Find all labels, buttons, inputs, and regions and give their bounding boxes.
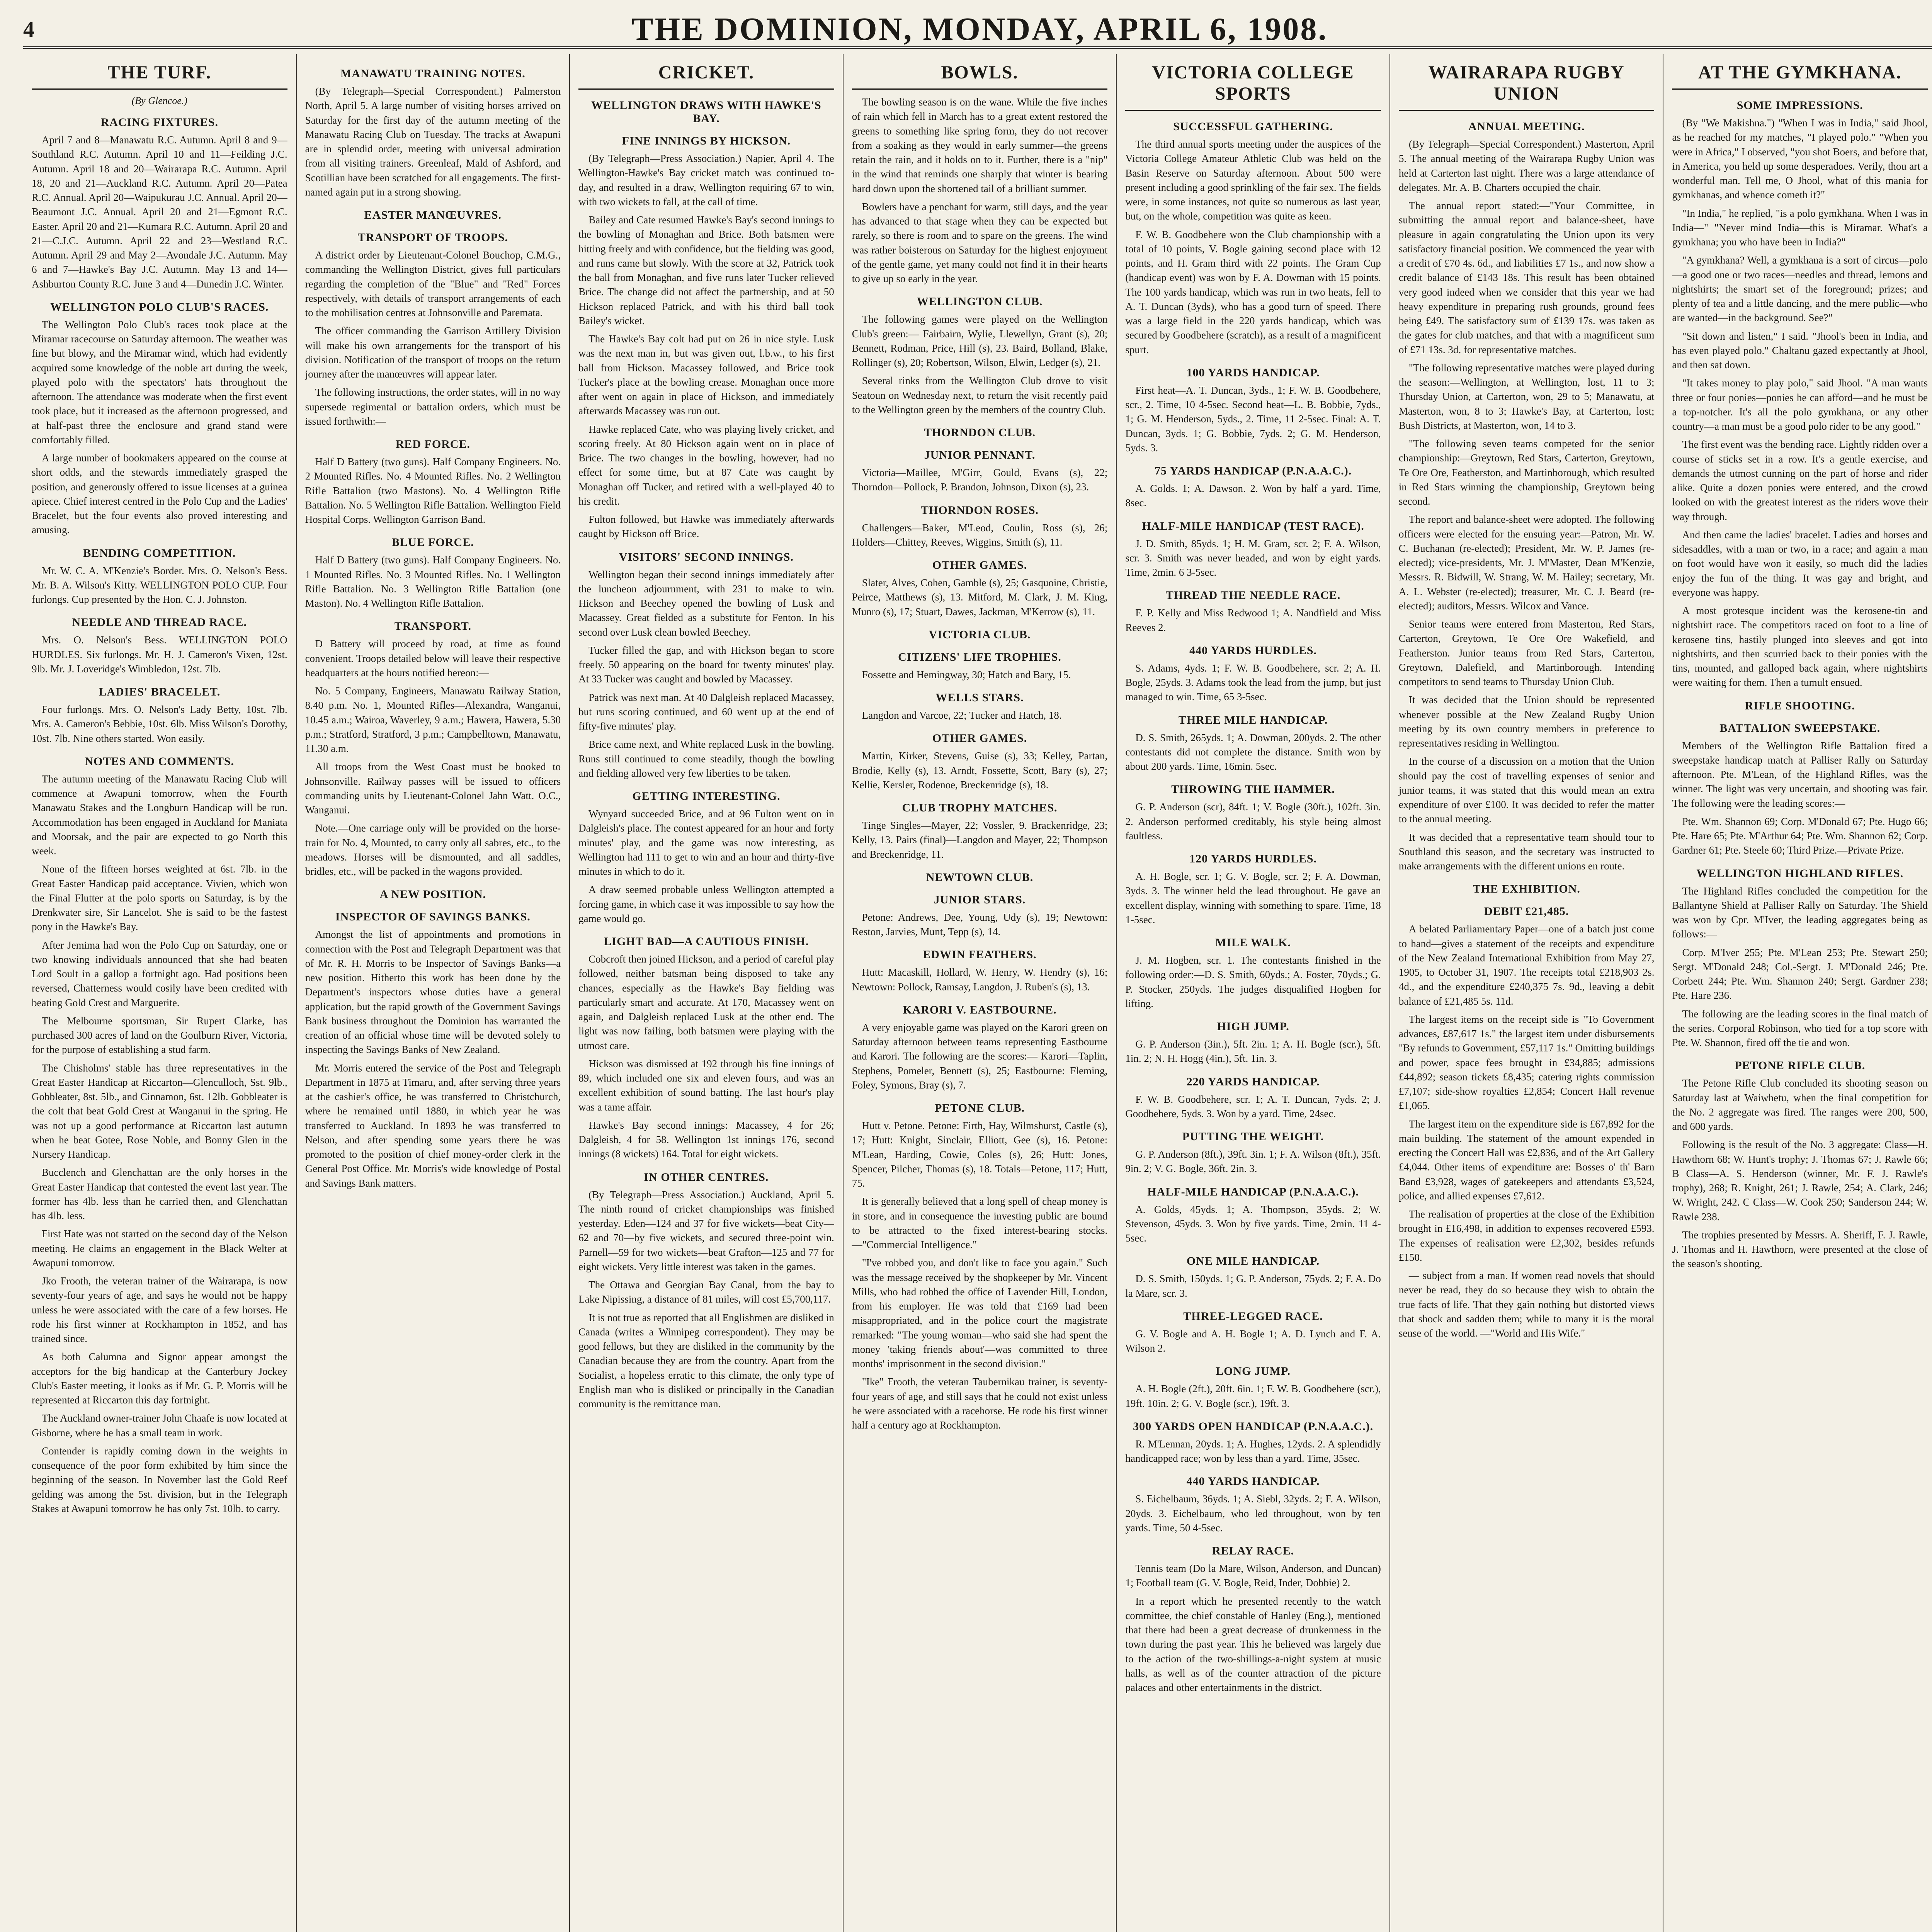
article-paragraph: Patrick was next man. At 40 Dalgleish replaced Macassey, but runs scoring continued, and 60 went up at the end of fifty-five minutes' play. <box>578 691 834 732</box>
article-paragraph: After Jemima had won the Polo Cup on Saturday, one or two knowing individuals announced that she had beaten Lord Soult in a gallop a fortnight ago. Had positions been reversed, Chatterness would cosily have been credited with beating Gold Crest and Marguerite. <box>32 939 287 1009</box>
article-paragraph: The Petone Rifle Club concluded its shooting season on Saturday last at Waiwhetu, when the final competition for the No. 2 aggregate was fired. The ranges were 200, 500, and 600 yards. <box>1672 1077 1928 1132</box>
article-subheading: THORNDON ROSES. <box>920 503 1039 517</box>
article-subheading: NOTES AND COMMENTS. <box>85 755 235 768</box>
article-paragraph: F. W. B. Goodbehere, scr. 1; A. T. Duncan, 7yds. 2; J. Goodbehere, 5yds. 3. Won by a yard. Time, 24sec. <box>1125 1093 1381 1119</box>
section-heading: BOWLS. <box>852 58 1108 90</box>
article-subheading: NEEDLE AND THREAD RACE. <box>72 616 247 629</box>
article-subheading: HALF-MILE HANDICAP (TEST RACE). <box>1142 519 1364 532</box>
article-paragraph: Wynyard succeeded Brice, and at 96 Fulton went on in Dalgleish's place. The contest appeared for an hour and forty minutes' play, and the game was now interesting, as Wellington had 111 to get to win and an hour and thirty-five minutes in which to do it. <box>578 808 834 877</box>
article-subheading: KARORI V. EASTBOURNE. <box>903 1003 1057 1016</box>
article-paragraph: "Sit down and listen," I said. "Jhool's been in India, and has even played polo." Chaltanu gazed expectantly at Jhool, and then sat down. <box>1672 330 1928 371</box>
article-paragraph: "In India," he replied, "is a polo gymkhana. When I was in India—" "Never mind India—this is Miramar. What's a gymkhana; you who have been in India?" <box>1672 207 1928 248</box>
article-subheading: HALF-MILE HANDICAP (P.N.A.A.C.). <box>1147 1185 1359 1198</box>
article-paragraph: Bailey and Cate resumed Hawke's Bay's second innings to the bowling of Monaghan and Brice. Both batsmen were hitting freely and with confidence, but the fielding was good, and runs came but slowly. With the score at 32, Patrick took the ball from Monaghan, and five runs later Tucker relieved Brice. The change did not affect the partnership, and at 50 Hickson replaced Patrick, and with his third ball took Bailey's wicket. <box>578 214 834 327</box>
article-subheading: OTHER GAMES. <box>932 732 1027 745</box>
article-paragraph: The following are the leading scores in the final match of the series. Corporal Robinson, who tied for a top score with Pte. W. Shannon, fired off the tie and won. <box>1672 1008 1928 1048</box>
article-paragraph: J. M. Hogben, scr. 1. The contestants finished in the following order:—D. S. Smith, 60yds.; A. Foster, 70yds.; G. P. Stocker, 250yds. The judges disqualified Hogben for lifting. <box>1125 954 1381 1009</box>
article-paragraph: The Hawke's Bay colt had put on 26 in nice style. Lusk was the next man in, but was given out, l.b.w., to his first ball from Hickson. Macassey followed, and Brice took Tucker's place at the bowling crease. Monaghan once more after went on again in place of Hickson, and immediately afterwards Macassey was run out. <box>578 333 834 417</box>
article-paragraph: Senior teams were entered from Masterton, Red Stars, Carterton, Greytown, Te Ore Ore Wakefield, and Featherston. Junior teams from Red Stars, Carterton, Greytown, Dalefield, and Martinborough. Intending competitors to send teams to Thursday Union Club. <box>1398 618 1655 687</box>
article-paragraph: Hawke's Bay second innings: Macassey, 4 for 26; Dalgleish, 4 for 58. Wellington 1st innings 176, second innings (8 wickets) 164. Total for eight wickets. <box>578 1119 834 1160</box>
article-subheading: OTHER GAMES. <box>932 559 1027 571</box>
section-heading: THE TURF. <box>32 58 287 90</box>
article-paragraph: The bowling season is on the wane. While the five inches of rain which fell in March has to a great extent restored the greens to something like spring form, they do not recover from a soaking as they would in early summer—the greens retain the rain, and it holds on to it. Further, there is a "nip" in the wind that reminds one sharply that winter is bearing hard down upon the shortened tail of a brilliant summer. <box>852 96 1108 194</box>
article-paragraph: Hutt v. Petone. Petone: Firth, Hay, Wilmshurst, Castle (s), 17; Hutt: Knight, Sinclair, Elliott, Gee (s), 16. Petone: M'Lean, Harding, Cowie, Coles (s), 26; Hutt: Jones, Spencer, Pilcher, Thomas (s), 18. Totals—Petone, 117; Hutt, 75. <box>852 1120 1108 1189</box>
article-paragraph: Wellington began their second innings immediately after the luncheon adjournment, with 231 to make to win. Hickson and Beechey opened the bowling of Lusk and Macassey. Great fielded as a substitute for Fenton. In his second over Lusk clean bowled Beechey. <box>578 568 834 638</box>
article-paragraph: Four furlongs. Mrs. O. Nelson's Lady Betty, 10st. 7lb. Mrs. A. Cameron's Bebbie, 10st. 6lb. Miss Wilson's Dorothy, 10st. 7lb. Nine others started. Won easily. <box>32 704 287 744</box>
article-subheading: MILE WALK. <box>1215 936 1291 949</box>
article-paragraph: First Hate was not started on the second day of the Nelson meeting. He claims an engagement in the Black Welter at Awapuni tomorrow. <box>32 1228 287 1269</box>
article-subheading: EDWIN FEATHERS. <box>923 948 1037 961</box>
article-subheading: 120 YARDS HURDLES. <box>1189 852 1317 865</box>
article-subheading: PETONE CLUB. <box>934 1102 1025 1114</box>
article-subheading: IN OTHER CENTRES. <box>644 1170 769 1184</box>
article-subheading: ANNUAL MEETING. <box>1468 120 1585 133</box>
article-paragraph: Pte. Wm. Shannon 69; Corp. M'Donald 67; Pte. Hugo 66; Pte. Hare 65; Pte. M'Arthur 64; Pte. Wm. Shannon 62; Corp. Gardner 61; Pte. Steele 60; Third Prize.—Private Prize. <box>1672 815 1928 856</box>
column-6 <box>1390 54 1664 1932</box>
article-paragraph: The officer commanding the Garrison Artillery Division will make his own arrangements for the transport of his division. Notification of the transport of troops on the return journey after the manœuvres will appear later. <box>305 325 561 380</box>
article-paragraph: It is not true as reported that all Englishmen are disliked in Canada (writes a Winnipeg correspondent). They may be good fellows, but they are disliked in the community by the Canadian because they are from the country. Apart from the Socialist, a hopeless erratic to this climate, the only type of English man who is disliked or principally in the Canadian community is the remittance man. <box>578 1311 834 1410</box>
article-subheading: 440 YARDS HURDLES. <box>1189 644 1317 657</box>
article-subheading: THREE-LEGGED RACE. <box>1183 1310 1323 1323</box>
column-1 <box>23 54 297 1932</box>
article-paragraph: "The following representative matches were played during the season:—Wellington, at Wellington, lost, 11 to 3; Thursday Union, at Carterton, won, 29 to 5; Manawatu, at Masterton, won, 8 to 3; Hawke's Bay, at Carterton, lost; Bush Districts, at Masterton, won, 14 to 3. <box>1398 362 1655 431</box>
article-paragraph: "It takes money to play polo," said Jhool. "A man wants three or four ponies—ponies he can afford—and he must be a top-notcher. It's all the polo gymkhana, or any other country—a man must be a good polo rider to be any good." <box>1672 377 1928 432</box>
article-paragraph: Half D Battery (two guns). Half Company Engineers. No. 2 Mounted Rifles. No. 4 Mounted Rifles. No. 2 Wellington Rifle Battalion (two Mastons). No. 4 Wellington Rifle Battalion. No. 5 Wellington Rifle Battalion. Wellington Field Hospital Corps. Wellington Garrison Band. <box>305 456 561 525</box>
article-paragraph: S. Adams, 4yds. 1; F. W. B. Goodbehere, scr. 2; A. H. Bogle, 25yds. 3. Adams took the lead from the jump, but just managed to win. Time, 65 3-5sec. <box>1125 662 1381 703</box>
article-subheading: INSPECTOR OF SAVINGS BANKS. <box>335 910 531 923</box>
article-subheading: PETONE RIFLE CLUB. <box>1735 1059 1866 1072</box>
article-paragraph: A draw seemed probable unless Wellington attempted a forcing game, in which case it was impossible to say how the game would go. <box>578 884 834 924</box>
article-subheading: 220 YARDS HANDICAP. <box>1186 1075 1320 1088</box>
article-paragraph: Jko Frooth, the veteran trainer of the Wairarapa, is now seventy-four years of age, and says he would not be happy unless he were associated with the care of a few horses. He rode his first winner at Rockhampton in 1852, and has trained since. <box>32 1275 287 1344</box>
article-subheading: ONE MILE HANDICAP. <box>1186 1255 1320 1268</box>
article-paragraph: Hickson was dismissed at 192 through his fine innings of 89, which included one six and eleven fours, and was an excellent exhibition of sound batting. The last hour's play was a tame affair. <box>578 1058 834 1113</box>
article-paragraph: J. D. Smith, 85yds. 1; H. M. Gram, scr. 2; F. A. Wilson, scr. 3. Smith was never headed, and won by eight yards. Time, 2min. 6 3-5sec. <box>1125 537 1381 578</box>
article-paragraph: Following is the result of the No. 3 aggregate: Class—H. Hawthorn 68; W. Hunt's trophy; J. Thomas 67; J. Rawle 66; B Class—A. S. Henderson (winner, Mr. F. J. Rawle's trophy), 268; R. Knight, 261; J. Rawle, 254; A. Clark, 246; W. Wright, 242. C Class—W. Cook 250; Sanderson 244; W. Rawle 238. <box>1672 1139 1928 1223</box>
article-paragraph: G. P. Anderson (8ft.), 39ft. 3in. 1; F. A. Wilson (8ft.), 35ft. 9in. 2; V. G. Bogle, 36ft. 2in. 3. <box>1125 1148 1381 1175</box>
article-paragraph: (By Telegraph—Press Association.) Auckland, April 5. The ninth round of cricket championships was finished yesterday. Eden—124 and 37 for five wickets—beat City—62 and 70—by five wickets, and secured three-point win. Parnell—59 for two wickets—beat Grafton—125 and 77 for eight wickets. Very little interest was taken in the games. <box>578 1189 834 1272</box>
article-paragraph: Contender is rapidly coming down in the weights in consequence of the poor form exhibited by him since the beginning of the season. In November last the Gold Reef gelding was among the 5st. division, but in the Telegraph Stakes at Awapuni tomorrow he has only 7st. 10lb. to carry. <box>32 1445 287 1514</box>
article-paragraph: A. Golds, 45yds. 1; A. Thompson, 35yds. 2; W. Stevenson, 45yds. 3. Won by five yards. Time, 2min. 11 4-5sec. <box>1125 1203 1381 1244</box>
article-subheading: TRANSPORT. <box>394 620 471 633</box>
article-paragraph: Fossette and Hemingway, 30; Hatch and Bary, 15. <box>862 668 1071 680</box>
article-paragraph: Petone: Andrews, Dee, Young, Udy (s), 19; Newtown: Reston, Jarvies, Munt, Tepp (s), 14. <box>852 911 1108 937</box>
byline: (By Glencoe.) <box>131 95 187 106</box>
article-paragraph: (By Telegraph—Special Correspondent.) Palmerston North, April 5. A large number of visiting horses arrived on Saturday for the first day of the autumn meeting of the Manawatu Racing Club on Tuesday. The tracks at Awapuni are in splendid order, meeting with universal admiration from all visiting trainers. Greenleaf, Mald of Ashford, and Scotillian have been scratched for all engagements. The first-named again put in a strong showing. <box>305 85 561 198</box>
article-subheading: VICTORIA CLUB. <box>929 628 1031 641</box>
article-paragraph: Amongst the list of appointments and promotions in connection with the Post and Telegraph Department was that of Mr. R. H. Morris to be Inspector of Savings Banks—a new position. Hitherto this work has been done by the Department's inspectors whose duties have a general application, but the rapid growth of the Government Savings Bank business throughout the Dominion has warranted the creation of an official whose time will be devoted solely to inspecting the Savings Banks of New Zealand. <box>305 929 561 1056</box>
article-paragraph: Challengers—Baker, M'Leod, Coulin, Ross (s), 26; Holders—Chittey, Reeves, Wiggins, Smith (s), 11. <box>852 522 1108 548</box>
article-paragraph: Corp. M'Iver 255; Pte. M'Lean 253; Pte. Stewart 250; Sergt. M'Donald 248; Col.-Sergt. J. M'Donald 246; Pte. Corbett 244; Pte. Wm. Shannon 240; Sergt. Gardner 238; Pte. Hare 236. <box>1672 946 1928 1002</box>
article-paragraph: The following instructions, the order states, will in no way supersede regimental or battalion orders, which must be issued forthwith:— <box>305 386 561 427</box>
article-paragraph: The Wellington Polo Club's races took place at the Miramar racecourse on Saturday afternoon. The weather was fine but blowy, and the Miramar wind, which had evidently acquired some knowledge of the noble art during the week, played polo with the spectators' hats throughout the afternoon. The attendance was moderate when the first event took place, but it increased as the afternoon progressed, and at half-past three the enclosure and grand stand were comfortably filled. <box>32 318 287 446</box>
article-paragraph: A belated Parliamentary Paper—one of a batch just come to hand—gives a statement of the receipts and expenditure of the New Zealand International Exhibition from May 27, 1905, to October 31, 1907. The receipts total £218,903 2s. 4d., and the expenditure £240,375 7s. 9d., leaving a debit balance of £21,485 5s. 11d. <box>1398 923 1655 1007</box>
article-paragraph: Hutt: Macaskill, Hollard, W. Henry, W. Hendry (s), 16; Newtown: Pollock, Ramsay, Langdon, J. Ruben's (s), 13. <box>852 966 1108 993</box>
article-subheading: GETTING INTERESTING. <box>632 790 781 803</box>
article-paragraph: The realisation of properties at the close of the Exhibition brought in £16,498, in addition to expenses recovered £593. The expenses of realisation were £2,302, besides refunds £150. <box>1398 1208 1655 1263</box>
article-paragraph: (By Telegraph—Special Correspondent.) Masterton, April 5. The annual meeting of the Wairarapa Rugby Union was held at Carterton last night. There was a large attendance of delegates. Mr. A. B. Charters occupied the chair. <box>1398 138 1655 193</box>
article-paragraph: G. P. Anderson (3in.), 5ft. 2in. 1; A. H. Bogle (scr.), 5ft. 1in. 2; N. H. Hogg (4in.), 5ft. 1in. 3. <box>1125 1038 1381 1065</box>
article-subheading: 100 YARDS HANDICAP. <box>1186 366 1320 379</box>
article-paragraph: Tucker filled the gap, and with Hickson began to score freely. 50 appearing on the board for twenty minutes' play. At 33 Tucker was caught and bowled by Macassey. <box>578 644 834 685</box>
article-paragraph: All troops from the West Coast must be booked to Johnsonville. Railway passes will be issued to officers commanding units by Lieutenant-Colonel Jahn Watt. O.C., Wanganui. <box>305 761 561 816</box>
article-subheading: EASTER MANŒUVRES. <box>364 209 502 221</box>
section-heading: AT THE GYMKHANA. <box>1672 58 1928 90</box>
newspaper-title: THE DOMINION, MONDAY, APRIL 6, 1908. <box>631 11 1328 47</box>
article-paragraph: It was decided that the Union should be represented whenever possible at the New Zealand Rugby Union meeting by its own country members in preference to representatives residing in Wellington. <box>1398 694 1655 749</box>
article-subheading: 440 YARDS HANDICAP. <box>1186 1475 1320 1488</box>
section-heading: WAIRARAPA RUGBY UNION <box>1399 58 1655 111</box>
article-paragraph: Bucclench and Glenchattan are the only horses in the Great Easter Handicap that contested the event last year. The former has 4lb. less than he carried then, and Glenchattan has 4lb. less. <box>32 1167 287 1221</box>
article-subheading: THROWING THE HAMMER. <box>1171 783 1335 796</box>
article-subheading: TRANSPORT OF TROOPS. <box>357 231 509 244</box>
column-5 <box>1117 54 1390 1932</box>
article-subheading: THORNDON CLUB. <box>924 426 1036 439</box>
article-subheading: THREE MILE HANDICAP. <box>1178 713 1328 726</box>
article-subheading: WELLS STARS. <box>935 691 1024 704</box>
article-paragraph: A most grotesque incident was the kerosene-tin and nightshirt race. The competitors raced on foot to a line of kerosene tins, hastily plunged into sleeves and got into nightshirts, and then scurried back to their ponies with the tins, mounted, and galloped back again, where nightshirts were waiting for them. Then a tumult ensued. <box>1672 605 1928 689</box>
article-paragraph: The annual report stated:—"Your Committee, in submitting the annual report and balance-sheet, have pleasure in again congratulating the Union upon its very satisfactory financial position. We commenced the year with a credit of £70 4s. 6d., and liabilities £7 1s., and now show a credit balance of £143 18s. This result has been obtained very good indeed when we consider that this year we had heavy expenditure in preparing rush grounds, ground fees being £49. The satisfactory sum of £139 17s. was taken as the gates for club matches, and that with a magnificent sum of £71 13s. 3d. for representative matches. <box>1398 200 1655 355</box>
article-subheading: LIGHT BAD—A CAUTIOUS FINISH. <box>604 935 809 948</box>
article-paragraph: Note.—One carriage only will be provided on the horse-train for No. 4, Mounted, to carry only all sabres, etc., to the meadows. Horses will be dismounted, and all saddles, bridles, etc., will be packed in the wagons provided. <box>305 822 561 877</box>
section-heading: CRICKET. <box>578 58 834 90</box>
article-subheading: THREAD THE NEEDLE RACE. <box>1165 589 1341 602</box>
article-subheading: JUNIOR STARS. <box>934 893 1026 906</box>
article-subheading: WELLINGTON HIGHLAND RIFLES. <box>1696 867 1904 880</box>
article-paragraph: "A gymkhana? Well, a gymkhana is a sort of circus—polo—a good one or two races—needles and thread, lemons and nightshirts; the smart set of the foreground; prizes; and plenty of tea and a little dancing, and the mere public—who are wanted—in the background. See?" <box>1672 254 1928 324</box>
article-paragraph: R. M'Lennan, 20yds. 1; A. Hughes, 12yds. 2. A splendidly handicapped race; won by less than a yard. Time, 35sec. <box>1125 1438 1381 1464</box>
article-paragraph: The largest items on the receipt side is "To Government advances, £87,617 1s." the largest item under disbursements "By refunds to Government, £57,117 1s." Omitting buildings and power, space fees brought in £34,885; admissions £44,892; season tickets £8,435; catering rights commission £7,107; side-show royalties £2,854; Concert Hall revenue £1,065. <box>1398 1013 1655 1112</box>
article-paragraph: A. H. Bogle, scr. 1; G. V. Bogle, scr. 2; F. A. Dowman, 3yds. 3. The winner held the lead throughout. He gave an excellent display, winning with something to spare. Time, 18 1-5sec. <box>1125 871 1381 925</box>
article-paragraph: Members of the Wellington Rifle Battalion fired a sweepstake handicap match at Palliser Rally on Saturday afternoon. Pte. M'Lean, of the Highland Rifles, was the winner. The light was very uncertain, and shooting was fair. The following were the leading scores:— <box>1672 740 1928 809</box>
article-subheading: FINE INNINGS BY HICKSON. <box>622 134 791 147</box>
article-subheading: CLUB TROPHY MATCHES. <box>902 801 1058 814</box>
article-paragraph: It is generally believed that a long spell of cheap money is in store, and in consequence the investing public are bound to be attracted to the fixed interest-bearing stocks.—"Commercial Intelligence." <box>852 1196 1108 1250</box>
masthead <box>23 12 1932 49</box>
article-paragraph: The third annual sports meeting under the auspices of the Victoria College Amateur Athletic Club was held on the Basin Reserve on Saturday afternoon. About 500 were present including a good sprinkling of the fair sex. The fields were, in some instances, not quite so numerous as last year, but, on the whole, competition was quite as keen. <box>1125 138 1381 222</box>
article-subheading: SOME IMPRESSIONS. <box>1736 99 1863 112</box>
article-paragraph: The Chisholms' stable has three representatives in the Great Easter Handicap at Riccarton—Glenculloch, Sst. 9lb., Gobbleater, 8st. 5lb., and Cinnamon, 6st. 12lb. Gobbleater is the colt that beat Gold Crest at Wanganui in the spring. He was not up a good performance at Riccarton last autumn when he beat Gotee, Rose Noble, and Bonny Glen in the Nursery Handicap. <box>32 1062 287 1160</box>
article-paragraph: A. H. Bogle (2ft.), 20ft. 6in. 1; F. W. B. Goodbehere (scr.), 19ft. 10in. 2; G. V. Bogle (scr.), 19ft. 3. <box>1125 1383 1381 1409</box>
article-paragraph: A. Golds. 1; A. Dawson. 2. Won by half a yard. Time, 8sec. <box>1125 483 1381 509</box>
column-3 <box>570 54 844 1932</box>
article-paragraph: Langdon and Varcoe, 22; Tucker and Hatch, 18. <box>862 709 1062 721</box>
page-columns <box>23 54 1932 1932</box>
article-paragraph: Fulton followed, but Hawke was immediately afterwards caught by Hickson off Brice. <box>578 514 834 540</box>
article-paragraph: D Battery will proceed by road, at time as found convenient. Troops detailed below will leave their respective headquarters at the hours notified hereon:— <box>305 638 561 679</box>
article-paragraph: Tennis team (Do la Mare, Wilson, Anderson, and Duncan) 1; Football team (G. V. Bogle, Reid, Inder, Dobbie) 2. <box>1125 1563 1381 1589</box>
article-paragraph: "I've robbed you, and don't like to face you again." Such was the message received by the shopkeeper by Mr. Vincent Mills, who had robbed the office of Lavender Hill, London, from his employer. He was told that £169 had been misappropriated, and in the police court the magistrate remarked: "The young woman—who said she had spent the money 'taking friends about'—was committed to three months' imprisonment in the second division." <box>852 1257 1108 1369</box>
article-paragraph: F. W. B. Goodbehere won the Club championship with a total of 10 points, V. Bogle gaining second place with 12 points, and H. Gram third with 22 points. The Gram Cup (handicap event) was won by F. A. Dowman with 15 points. The 100 yards handicap, which was run in two heats, fell to A. T. Duncan (3yds), who has a good turn of speed. There was a large field in the 220 yards handicap, which was secured by Goodbehere (scratch), as a result of a magnificent spurt. <box>1125 228 1381 355</box>
column-4 <box>844 54 1117 1932</box>
article-subheading: WELLINGTON DRAWS WITH HAWKE'S BAY. <box>591 99 821 125</box>
article-subheading: MANAWATU TRAINING NOTES. <box>340 67 526 80</box>
article-paragraph: G. P. Anderson (scr), 84ft. 1; V. Bogle (30ft.), 102ft. 3in. 2. Anderson performed creditably, his style being almost faultless. <box>1125 801 1381 842</box>
article-paragraph: Martin, Kirker, Stevens, Guise (s), 33; Kelley, Partan, Brodie, Kelly (s), 13. Arndt, Fossette, Scott, Bary (s), 27; Kellie, Kersler, Rodenoe, Breckenridge (s), 18. <box>852 750 1108 791</box>
article-paragraph: The Auckland owner-trainer John Chaafe is now located at Gisborne, where he has a small team in work. <box>32 1412 287 1439</box>
article-paragraph: The Ottawa and Georgian Bay Canal, from the bay to Lake Nipissing, a distance of 81 miles, will cost £5,700,117. <box>578 1279 834 1305</box>
article-subheading: RIFLE SHOOTING. <box>1745 699 1855 712</box>
article-subheading: HIGH JUMP. <box>1217 1020 1289 1033</box>
article-paragraph: The Highland Rifles concluded the competition for the Ballantyne Shield at Palliser Rally on Saturday. The Shield was won by Cpr. M'Iver, the leading aggregates being as follows:— <box>1672 885 1928 940</box>
article-subheading: THE EXHIBITION. <box>1473 883 1580 896</box>
article-subheading: DEBIT £21,485. <box>1484 905 1569 918</box>
article-paragraph: (By Telegraph—Press Association.) Napier, April 4. The Wellington-Hawke's Bay cricket match was continued to-day, and resulted in a draw, Wellington requiring 67 to win, with two wickets to fall, at the call of time. <box>578 153 834 207</box>
article-paragraph: Brice came next, and White replaced Lusk in the bowling. Runs still continued to come steadily, though the bowling and fielding allowed very few liberties to be taken. <box>578 738 834 779</box>
article-paragraph: The trophies presented by Messrs. A. Sheriff, F. J. Rawle, J. Thomas and H. Hawthorn, were presented at the close of the season's shooting. <box>1672 1229 1928 1270</box>
article-paragraph: As both Calumna and Signor appear amongst the acceptors for the big handicap at the Canterbury Jockey Club's Easter meeting, it looks as if Mr. G. P. Morris will be represented at Riccarton this day fortnight. <box>32 1351 287 1406</box>
article-paragraph: April 7 and 8—Manawatu R.C. Autumn. April 8 and 9—Southland R.C. Autumn. April 10 and 11—Feilding J.C. Autumn. April 18 and 20—Wairarapa R.C. Autumn. April 18, 20 and 21—Auckland R.C. Autumn. April 20—Patea R.C. Annual. April 20—Waipukurau J.C. Annual. April 20—Beaumont J.C. Annual. April 20 and 21—Egmont R.C. Easter. April 20 and 21—Kumara R.C. Autumn. April 20 and 21—C.J.C. Autumn. April 22 and 23—Westland R.C. Autumn. April 29 and May 2—Avondale J.C. Autumn. May 6 and 7—Hawke's Bay J.C. Autumn. May 13 and 14—Ashburton County R.C. June 3 and 4—Dunedin J.C. Winter. <box>32 134 287 290</box>
article-subheading: BLUE FORCE. <box>392 536 474 549</box>
article-paragraph: (By "We Makishna.") "When I was in India," said Jhool, as he reached for my matches, "I played polo." "When you were in Africa," I observed, "you shot Boers, and before that, in America, you held up some desperadoes. Verily, thou art a wonderful man. Tell me, O Jhool, what of this mania for gymkhanas, and whence cometh it?" <box>1672 117 1928 201</box>
article-subheading: LONG JUMP. <box>1216 1365 1291 1378</box>
article-subheading: RED FORCE. <box>395 438 471 451</box>
article-paragraph: S. Eichelbaum, 36yds. 1; A. Siebl, 32yds. 2; F. A. Wilson, 20yds. 3. Eichelbaum, who led throughout, won by ten yards. Time, 50 4-5sec. <box>1125 1493 1381 1534</box>
article-paragraph: Tinge Singles—Mayer, 22; Vossler, 9. Brackenridge, 23; Kelly, 13. Pairs (final)—Langdon and Mayer, 22; Thompson and Breckenridge, 11. <box>852 820 1108 860</box>
article-subheading: SUCCESSFUL GATHERING. <box>1173 120 1333 133</box>
article-paragraph: The largest item on the expenditure side is £67,892 for the main building. The statement of the amount expended in erecting the Concert Hall was £2,836, and of the Art Gallery £4,044. Other items of expenditure are: Bosses o' th' Barn Band £3,928, wages of gatekeepers and attendants £3,524, police, and allied expenses £7,612. <box>1398 1118 1655 1202</box>
article-paragraph: And then came the ladies' bracelet. Ladies and horses and sidesaddles, with a man or two, in a race; and again a man on foot would have won it easily, so much did the ladies enjoy the fun of the thing. It was gay and bright, and everyone was happy. <box>1672 529 1928 598</box>
article-paragraph: F. P. Kelly and Miss Redwood 1; A. Nandfield and Miss Reeves 2. <box>1125 607 1381 633</box>
article-paragraph: First heat—A. T. Duncan, 3yds., 1; F. W. B. Goodbehere, scr., 2. Time, 10 4-5sec. Second heat—L. B. Bobbie, 7yds., 1; G. M. Henderson, 5yds., 2. Time, 11 2-5sec. Final: A. T. Duncan, 3yds. 1; G. Bobbie, 7yds. 2; G. M. Henderson, 5yds. 3. <box>1125 384 1381 454</box>
article-paragraph: It was decided that a representative team should tour to Southland this season, and the secretary was instructed to make arrangements with the different unions en route. <box>1398 831 1655 872</box>
article-subheading: BENDING COMPETITION. <box>83 546 236 560</box>
article-paragraph: The report and balance-sheet were adopted. The following officers were elected for the ensuing year:—Patron, Mr. W. C. Buchanan (re-elected); President, Mr. W. P. James (re-elected); vice-presidents, Mr. J. M'Master, Dean M'Kenzie, Messrs. R. Bidwill, W. Strang, W. M. Hailey; secretary, Mr. A. L. Webster (re-elected); treasurer, Mr. C. J. Beard (re-elected); auditors, Messrs. Wilcox and Vance. <box>1398 514 1655 612</box>
page-number: 4 <box>23 16 34 42</box>
article-paragraph: No. 5 Company, Engineers, Manawatu Railway Station, 8.40 p.m. No. 1, Mounted Rifles—Alexandra, Wanganui, 10.45 a.m.; Wairoa, Waverley, 9 a.m.; Hawera, Hawera, 5.30 p.m.; Stratford, Stratford, 3 p.m.; Campbelltown, Manawatu, 11.30 a.m. <box>305 685 561 754</box>
article-paragraph: "The following seven teams competed for the senior championship:—Greytown, Red Stars, Carterton, Greytown, Te Ore Ore, Featherston, and Martinborough, which resulted in Red Stars winning the championship, Greytown being second. <box>1398 438 1655 507</box>
article-paragraph: Mr. W. C. A. M'Kenzie's Border. Mrs. O. Nelson's Bess. Mr. B. A. Wilson's Kitty. WELLINGTON POLO CUP. Four furlongs. Cup presented by the Hon. C. J. Johnston. <box>32 565 287 605</box>
article-paragraph: G. V. Bogle and A. H. Bogle 1; A. D. Lynch and F. A. Wilson 2. <box>1125 1328 1381 1354</box>
article-subheading: JUNIOR PENNANT. <box>924 449 1036 461</box>
article-paragraph: Victoria—Maillee, M'Girr, Gould, Evans (s), 22; Thorndon—Pollock, P. Brandon, Johnson, Dixon (s), 23. <box>852 467 1108 493</box>
article-paragraph: The Melbourne sportsman, Sir Rupert Clarke, has purchased 300 acres of land on the Goulburn River, Victoria, for the purpose of establishing a stud farm. <box>32 1015 287 1056</box>
article-paragraph: A large number of bookmakers appeared on the course at short odds, and the stewards immediately grasped the position, and generously offered to issue licenses at a guinea apiece. Chief interest centred in the Polo Cup and the Ladies' Bracelet, but the four events also proved interesting and amusing. <box>32 452 287 536</box>
article-subheading: CITIZENS' LIFE TROPHIES. <box>898 650 1061 663</box>
article-paragraph: Mr. Morris entered the service of the Post and Telegraph Department in 1875 at Timaru, and, after serving three years at the cashier's office, he was transferred to Christchurch, where he remained until 1880, in which year he was transferred to Auckland. In 1893 he was transferred to Nelson, and after spending some years there he was promoted to the position of chief money-order clerk in the General Post Office. Mr. Morris's wide knowledge of Postal and Savings Bank matters. <box>305 1062 561 1189</box>
article-paragraph: Half D Battery (two guns). Half Company Engineers. No. 1 Mounted Rifles. No. 3 Mounted Rifles. No. 1 Wellington Rifle Battalion. No. 3 Wellington Rifle Battalion (one Maston). No. 4 Wellington Rifle Battalion. <box>305 554 561 609</box>
article-paragraph: In a report which he presented recently to the watch committee, the chief constable of Hanley (Eng.), mentioned that there had been a great decrease of drunkenness in the town during the past year. This he believed was largely due to the action of the two-shillings-a-night system at music halls, as well as of the counter attraction of the picture palaces and other entertainments in the district. <box>1125 1595 1381 1693</box>
article-paragraph: In the course of a discussion on a motion that the Union should pay the cost of travelling expenses of senior and junior teams, it was stated that this would mean an extra expenditure of over £100. It was decided to refer the matter to the annual meeting. <box>1398 755 1655 825</box>
article-paragraph: A district order by Lieutenant-Colonel Bouchop, C.M.G., commanding the Wellington District, gives full particulars regarding the completion of the "Blue" and "Red" Forces respectively, with details of transport arrangements of each to the mobilisation centres at Johnsonville and Paremata. <box>305 249 561 318</box>
section-heading: VICTORIA COLLEGE SPORTS <box>1125 58 1381 111</box>
article-subheading: WELLINGTON POLO CLUB'S RACES. <box>50 300 269 313</box>
article-subheading: 300 YARDS OPEN HANDICAP (P.N.A.A.C.). <box>1133 1420 1374 1433</box>
article-paragraph: Several rinks from the Wellington Club drove to visit Seatoun on Wednesday next, to return the visit recently paid to the Wellington green by the members of the country Club. <box>852 375 1108 415</box>
article-subheading: WELLINGTON CLUB. <box>917 295 1043 308</box>
article-paragraph: Slater, Alves, Cohen, Gamble (s), 25; Gasquoine, Christie, Peirce, Matthews (s), 13. Mitford, M. Clark, J. M. King, Munro (s), 17; Stuart, Dawes, Jackman, M'Kerrow (s), 11. <box>852 577 1108 617</box>
article-paragraph: D. S. Smith, 150yds. 1; G. P. Anderson, 75yds. 2; F. A. Do la Mare, scr. 3. <box>1125 1273 1381 1299</box>
article-subheading: PUTTING THE WEIGHT. <box>1182 1130 1324 1143</box>
article-paragraph: — subject from a man. If women read novels that should never be read, they do so because they wish to obtain the true facts of life. That they gain nothing but distorted views that shock and sadden them; while to many it is the moral sense of the world. —"World and His Wife." <box>1398 1270 1655 1339</box>
article-paragraph: None of the fifteen horses weighted at 6st. 7lb. in the Great Easter Handicap paid acceptance. Vivien, which won the Final Flutter at the polo sports on Saturday, is by the Drenkwater sire, Sir Lancelot. She is said to be the fastest pony in the Hawke's Bay. <box>32 863 287 933</box>
article-paragraph: "Ike" Frooth, the veteran Taubernikau trainer, is seventy-four years of age, and still says that he could not exist unless he were associated with a racehorse. He rode his first winner half a century ago at Rockhampton. <box>852 1376 1108 1431</box>
article-subheading: LADIES' BRACELET. <box>99 685 221 698</box>
article-paragraph: The first event was the bending race. Lightly ridden over a course of sticks set in a row. It's a gentle exercise, and demands the utmost cunning on the part of horse and rider alike. Quite a dozen ponies were entered, and the crowd looked on with the greatest interest as the riders wove their way through. <box>1672 439 1928 522</box>
article-subheading: 75 YARDS HANDICAP (P.N.A.A.C.). <box>1155 464 1352 477</box>
article-paragraph: The autumn meeting of the Manawatu Racing Club will commence at Awapuni tomorrow, when the Fourth Manawatu Stakes and the Longburn Handicap will be run. Accommodation has been engaged in Auckland for Maniata and Moorsak, and the pair are expected to go North this week. <box>32 773 287 857</box>
article-paragraph: Mrs. O. Nelson's Bess. WELLINGTON POLO HURDLES. Six furlongs. Mr. H. J. Cameron's Vixen, 12st. 9lb. Mr. J. Loveridge's Wimbledon, 12st. 7lb. <box>32 634 287 675</box>
article-paragraph: D. S. Smith, 265yds. 1; A. Dowman, 200yds. 2. The other contestants did not complete the distance. Smith won by about 200 yards. Time, 16min. 5sec. <box>1125 731 1381 772</box>
column-2 <box>297 54 570 1932</box>
article-subheading: A NEW POSITION. <box>379 888 486 901</box>
article-subheading: RELAY RACE. <box>1212 1544 1294 1557</box>
article-paragraph: A very enjoyable game was played on the Karori green on Saturday afternoon between teams representing Eastbourne and Karori. The following are the scores:— Karori—Taplin, Stephens, Pomeler, Bennett (s), 25; Eastbourne: Fleming, Foley, Symons, Bray (s), 7. <box>852 1021 1108 1091</box>
article-paragraph: Bowlers have a penchant for warm, still days, and the year has advanced to that stage when they can be expected but rarely, so there is room and to spare on the greens. The wind was rather boisterous on Saturday for the highest enjoyment of the gentle game, yet many could not find it in their hearts to give up so early in the year. <box>852 201 1108 284</box>
article-paragraph: Cobcroft then joined Hickson, and a period of careful play followed, neither batsman being disposed to take any chances, especially as the Hawke's Bay fielding was particularly smart and accurate. At 170, Macassey went on again, and Dalgleish replaced Lusk at the other end. The light was now failing, both batsmen were playing with the utmost care. <box>578 953 834 1051</box>
article-subheading: NEWTOWN CLUB. <box>926 871 1034 884</box>
article-paragraph: The following games were played on the Wellington Club's green:— Fairbairn, Wylie, Llewellyn, Grant (s), 20; Bennett, Rodman, Price, Hill (s), 23. Baird, Bolland, Blake, Rollinger (s), 20; Robertson, Wilson, Elwin, Ledger (s), 21. <box>852 313 1108 368</box>
article-subheading: BATTALION SWEEPSTAKE. <box>1719 721 1881 735</box>
article-subheading: VISITORS' SECOND INNINGS. <box>619 550 794 563</box>
article-subheading: RACING FIXTURES. <box>100 116 218 129</box>
column-7 <box>1663 54 1932 1932</box>
article-paragraph: Hawke replaced Cate, who was playing lively cricket, and scoring freely. At 80 Hickson again went on in place of Brice. The two changes in the bowling, however, had no effect for some time, but at 87 Cate was caught by Monaghan off Tucker, and retired with a well-played 40 to his credit. <box>578 423 834 507</box>
